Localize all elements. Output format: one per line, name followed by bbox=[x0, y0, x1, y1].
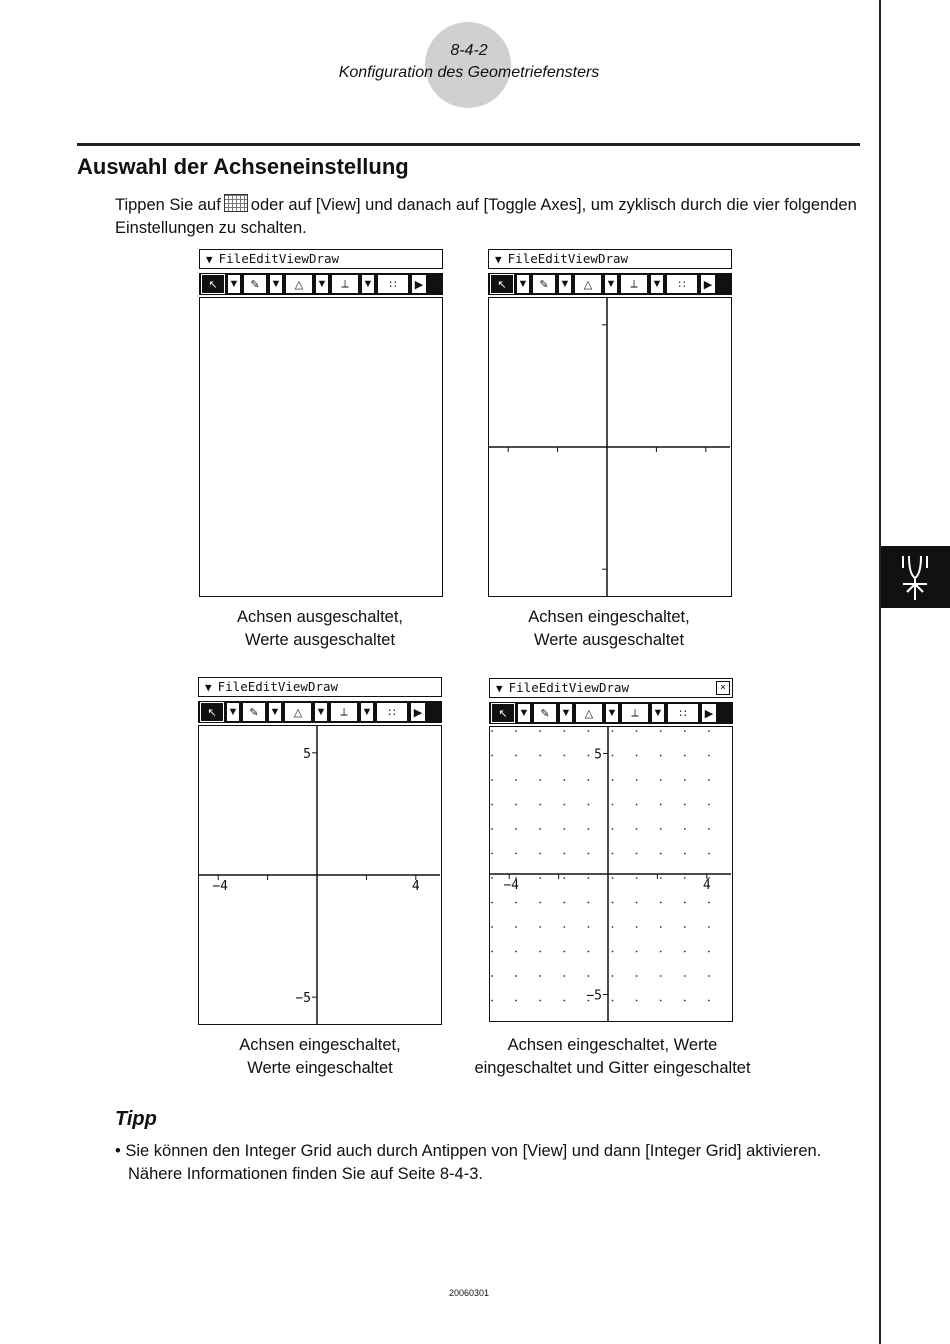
grid-dot bbox=[684, 902, 686, 904]
screen-caption bbox=[170, 606, 470, 652]
geometry-screen-4 bbox=[489, 678, 733, 1022]
grid-dot bbox=[660, 804, 662, 806]
axis-value-label: −5 bbox=[586, 988, 602, 1004]
grid-dot bbox=[588, 828, 590, 830]
footer-code: 20060301 bbox=[448, 1288, 490, 1298]
screen-caption bbox=[170, 1034, 470, 1080]
perpendicular-icon[interactable]: ⟂ bbox=[621, 703, 649, 723]
caption-line-1: Achsen eingeschaltet, bbox=[528, 608, 690, 626]
grid-dot bbox=[684, 804, 686, 806]
menu-item-draw[interactable]: Draw bbox=[598, 680, 630, 695]
grid-dot bbox=[588, 975, 590, 977]
grid-dot bbox=[491, 975, 493, 977]
grid-dot bbox=[491, 1000, 493, 1002]
dropdown-arrow-icon[interactable]: ▼ bbox=[517, 703, 531, 723]
dropdown-arrow-icon[interactable]: ▼ bbox=[360, 702, 374, 722]
grid-dot bbox=[539, 1000, 541, 1002]
menu-bar bbox=[198, 677, 442, 697]
tipp-line-2: Nähere Informationen finden Sie auf Seite 8-4-3. bbox=[128, 1165, 483, 1183]
geometry-canvas[interactable] bbox=[199, 726, 440, 1024]
axis-value-label: 5 bbox=[303, 746, 311, 762]
tipp-text bbox=[115, 1140, 875, 1186]
toolbar bbox=[488, 273, 732, 295]
grid-dot bbox=[612, 951, 614, 953]
grid-dot bbox=[539, 926, 541, 928]
geometry-window[interactable] bbox=[489, 726, 733, 1022]
grid-dot bbox=[588, 779, 590, 781]
tipp-line-1: Sie können den Integer Grid auch durch Antippen von [View] und dann [Integer Grid] aktivieren. bbox=[125, 1142, 822, 1160]
grid-dot bbox=[563, 926, 565, 928]
grid-dot bbox=[708, 926, 710, 928]
grid-dot bbox=[539, 779, 541, 781]
grid-dot bbox=[491, 828, 493, 830]
intro-text-2: oder auf [View] und danach auf [Toggle Axes], um zyklisch durch die vier folgenden Einstellungen zu schalten. bbox=[115, 196, 857, 237]
chapter-tab bbox=[881, 546, 950, 608]
grid-dot bbox=[708, 804, 710, 806]
grid-dot bbox=[636, 804, 638, 806]
caption-line-1: Achsen eingeschaltet, bbox=[239, 1036, 401, 1054]
caption-line-1: Achsen eingeschaltet, Werte bbox=[507, 1036, 718, 1054]
geometry-canvas[interactable] bbox=[489, 298, 730, 596]
grid-dot bbox=[708, 779, 710, 781]
grid-dot bbox=[588, 951, 590, 953]
axis-value-label: 4 bbox=[702, 878, 711, 893]
grid-dot bbox=[612, 804, 614, 806]
grid-dot bbox=[588, 902, 590, 904]
grid-dot bbox=[588, 877, 590, 879]
section-rule bbox=[77, 143, 860, 146]
grid-dot bbox=[491, 877, 493, 879]
grid-dot bbox=[612, 877, 614, 879]
geometry-screen-3 bbox=[198, 677, 442, 1025]
triangle-icon[interactable]: △ bbox=[285, 274, 313, 294]
grid-dot bbox=[563, 877, 565, 879]
dropdown-arrow-icon[interactable]: ▼ bbox=[516, 274, 530, 294]
caption-line-1: Achsen ausgeschaltet, bbox=[236, 608, 404, 626]
menu-chevron-icon[interactable]: ▼ bbox=[495, 253, 502, 266]
pencil-icon[interactable]: ✎ bbox=[242, 702, 266, 722]
select-arrow-icon[interactable]: ↖ bbox=[491, 703, 515, 723]
dropdown-arrow-icon[interactable]: ▼ bbox=[650, 274, 664, 294]
grid-dot bbox=[636, 779, 638, 781]
menu-item-view[interactable]: View bbox=[277, 679, 308, 694]
axis-value-label: −5 bbox=[295, 991, 311, 1007]
grid-dot bbox=[708, 1000, 710, 1002]
grid-dot bbox=[636, 877, 638, 879]
dropdown-arrow-icon[interactable]: ▼ bbox=[268, 702, 282, 722]
menu-item-file[interactable]: File bbox=[508, 680, 539, 695]
geometry-window[interactable] bbox=[198, 725, 442, 1025]
menu-item-edit[interactable]: Edit bbox=[538, 680, 569, 695]
grid-dot bbox=[515, 853, 517, 855]
tipp-bullet: • bbox=[115, 1142, 121, 1160]
page-title: Konfiguration des Geometriefensters bbox=[338, 64, 600, 81]
grid-dot bbox=[491, 755, 493, 757]
axis-value-label: 5 bbox=[594, 747, 602, 763]
grid-dot bbox=[539, 730, 541, 732]
menu-item-edit[interactable]: Edit bbox=[247, 679, 278, 694]
toolbar bbox=[199, 273, 443, 295]
grid-dot bbox=[636, 975, 638, 977]
grid-dot bbox=[660, 926, 662, 928]
geometry-screen-1 bbox=[199, 249, 443, 597]
menu-item-edit[interactable]: Edit bbox=[248, 251, 279, 266]
axes-grid-toggle-icon bbox=[224, 194, 248, 212]
geometry-canvas[interactable] bbox=[200, 298, 441, 596]
grid-dot bbox=[708, 853, 710, 855]
grid-dot bbox=[539, 853, 541, 855]
grid-dot bbox=[563, 902, 565, 904]
menu-item-draw[interactable]: Draw bbox=[308, 251, 340, 266]
axis-value-label: −4 bbox=[212, 879, 229, 894]
dropdown-arrow-icon[interactable]: ▼ bbox=[314, 702, 328, 722]
menu-bar bbox=[489, 678, 733, 698]
grid-dot bbox=[612, 902, 614, 904]
dropdown-arrow-icon[interactable]: ▼ bbox=[558, 274, 572, 294]
select-arrow-icon[interactable]: ↖ bbox=[200, 702, 224, 722]
geometry-screen-2 bbox=[488, 249, 732, 597]
grid-dot bbox=[660, 877, 662, 879]
grid-dot bbox=[515, 804, 517, 806]
grid-dot bbox=[563, 1000, 565, 1002]
grid-dot bbox=[563, 755, 565, 757]
grid-dot bbox=[491, 902, 493, 904]
grid-dot bbox=[515, 730, 517, 732]
margin-line bbox=[879, 0, 881, 1344]
axis-value-label: −4 bbox=[503, 878, 520, 893]
menu-bar bbox=[199, 249, 443, 269]
dropdown-arrow-icon[interactable]: ▼ bbox=[269, 274, 283, 294]
grid-dot bbox=[563, 975, 565, 977]
grid-dot bbox=[588, 730, 590, 732]
grid-dot bbox=[612, 730, 614, 732]
grid-dot bbox=[515, 926, 517, 928]
scroll-right-icon[interactable]: ▶ bbox=[411, 274, 427, 294]
grid-dot bbox=[612, 755, 614, 757]
grid-dot bbox=[515, 779, 517, 781]
geometry-window[interactable] bbox=[199, 297, 443, 597]
select-arrow-icon[interactable]: ↖ bbox=[490, 274, 514, 294]
grid-toggle-icon[interactable]: ∷ bbox=[377, 274, 409, 294]
grid-dot bbox=[491, 853, 493, 855]
page-number: 8-4-2 bbox=[450, 42, 488, 59]
grid-dot bbox=[588, 926, 590, 928]
grid-dot bbox=[515, 951, 517, 953]
grid-dot bbox=[636, 951, 638, 953]
grid-dot bbox=[684, 828, 686, 830]
grid-dot bbox=[539, 877, 541, 879]
grid-dot bbox=[660, 730, 662, 732]
intro-paragraph bbox=[115, 194, 865, 240]
menu-chevron-icon[interactable]: ▼ bbox=[206, 253, 213, 266]
grid-dot bbox=[588, 804, 590, 806]
caption-line-2: Werte ausgeschaltet bbox=[533, 631, 685, 649]
grid-dot bbox=[491, 730, 493, 732]
grid-dot bbox=[612, 926, 614, 928]
dropdown-arrow-icon[interactable]: ▼ bbox=[227, 274, 241, 294]
menu-item-view[interactable]: View bbox=[278, 251, 309, 266]
grid-dot bbox=[660, 1000, 662, 1002]
menu-item-draw[interactable]: Draw bbox=[307, 679, 339, 694]
grid-dot bbox=[684, 975, 686, 977]
grid-dot bbox=[491, 779, 493, 781]
grid-dot bbox=[684, 1000, 686, 1002]
dropdown-arrow-icon[interactable]: ▼ bbox=[605, 703, 619, 723]
screen-caption bbox=[440, 1034, 785, 1080]
grid-dot bbox=[491, 804, 493, 806]
grid-dot bbox=[612, 779, 614, 781]
caption-line-2: Werte eingeschaltet bbox=[247, 1059, 393, 1077]
menu-bar bbox=[488, 249, 732, 269]
menu-item-draw[interactable]: Draw bbox=[597, 251, 629, 266]
grid-dot bbox=[515, 975, 517, 977]
dropdown-arrow-icon[interactable]: ▼ bbox=[226, 702, 240, 722]
grid-dot bbox=[708, 951, 710, 953]
grid-dot bbox=[563, 804, 565, 806]
geometry-tab-icon bbox=[881, 546, 950, 608]
menu-chevron-icon[interactable]: ▼ bbox=[496, 682, 503, 695]
scroll-right-icon[interactable]: ▶ bbox=[700, 274, 716, 294]
grid-dot bbox=[563, 951, 565, 953]
grid-dot bbox=[491, 926, 493, 928]
dropdown-arrow-icon[interactable]: ▼ bbox=[361, 274, 375, 294]
triangle-icon[interactable]: △ bbox=[574, 274, 602, 294]
grid-toggle-icon[interactable]: ∷ bbox=[667, 703, 699, 723]
grid-dot bbox=[636, 828, 638, 830]
grid-dot bbox=[539, 804, 541, 806]
grid-dot bbox=[684, 730, 686, 732]
grid-dot bbox=[539, 902, 541, 904]
grid-dot bbox=[684, 755, 686, 757]
grid-dot bbox=[636, 926, 638, 928]
triangle-icon[interactable]: △ bbox=[284, 702, 312, 722]
menu-item-file[interactable]: File bbox=[507, 251, 538, 266]
grid-dot bbox=[491, 951, 493, 953]
grid-dot bbox=[539, 951, 541, 953]
grid-dot bbox=[612, 828, 614, 830]
grid-dot bbox=[563, 853, 565, 855]
grid-toggle-icon[interactable]: ∷ bbox=[666, 274, 698, 294]
grid-dot bbox=[684, 853, 686, 855]
pencil-icon[interactable]: ✎ bbox=[533, 703, 557, 723]
intro-text-1: Tippen Sie auf bbox=[115, 196, 221, 214]
dropdown-arrow-icon[interactable]: ▼ bbox=[559, 703, 573, 723]
close-icon[interactable]: × bbox=[716, 681, 730, 695]
grid-dot bbox=[612, 853, 614, 855]
toolbar bbox=[489, 702, 733, 724]
grid-dot bbox=[515, 902, 517, 904]
grid-dot bbox=[660, 975, 662, 977]
perpendicular-icon[interactable]: ⟂ bbox=[330, 702, 358, 722]
axis-value-label: 4 bbox=[411, 879, 420, 894]
toolbar bbox=[198, 701, 442, 723]
grid-dot bbox=[684, 926, 686, 928]
menu-item-file[interactable]: File bbox=[217, 679, 248, 694]
tipp-heading: Tipp bbox=[115, 1108, 157, 1130]
grid-dot bbox=[708, 902, 710, 904]
menu-item-edit[interactable]: Edit bbox=[537, 251, 568, 266]
caption-line-2: eingeschaltet und Gitter eingeschaltet bbox=[474, 1059, 751, 1077]
grid-dot bbox=[563, 730, 565, 732]
grid-dot bbox=[684, 779, 686, 781]
grid-dot bbox=[684, 951, 686, 953]
grid-dot bbox=[708, 755, 710, 757]
grid-dot bbox=[660, 951, 662, 953]
dropdown-arrow-icon[interactable]: ▼ bbox=[315, 274, 329, 294]
grid-dot bbox=[515, 755, 517, 757]
section-heading: Auswahl der Achseneinstellung bbox=[77, 154, 409, 179]
grid-dot bbox=[660, 853, 662, 855]
grid-dot bbox=[636, 730, 638, 732]
perpendicular-icon[interactable]: ⟂ bbox=[620, 274, 648, 294]
grid-dot bbox=[684, 877, 686, 879]
grid-dot bbox=[515, 1000, 517, 1002]
grid-dot bbox=[660, 779, 662, 781]
grid-dot bbox=[636, 1000, 638, 1002]
grid-dot bbox=[612, 1000, 614, 1002]
grid-dot bbox=[539, 828, 541, 830]
menu-item-view[interactable]: View bbox=[567, 251, 598, 266]
grid-dot bbox=[708, 730, 710, 732]
triangle-icon[interactable]: △ bbox=[575, 703, 603, 723]
perpendicular-icon[interactable]: ⟂ bbox=[331, 274, 359, 294]
grid-dot bbox=[539, 755, 541, 757]
pencil-icon[interactable]: ✎ bbox=[243, 274, 267, 294]
grid-dot bbox=[563, 779, 565, 781]
pencil-icon[interactable]: ✎ bbox=[532, 274, 556, 294]
grid-dot bbox=[660, 902, 662, 904]
scroll-right-icon[interactable]: ▶ bbox=[410, 702, 426, 722]
grid-dot bbox=[708, 975, 710, 977]
grid-dot bbox=[636, 853, 638, 855]
dropdown-arrow-icon[interactable]: ▼ bbox=[651, 703, 665, 723]
grid-dot bbox=[588, 755, 590, 757]
menu-chevron-icon[interactable]: ▼ bbox=[205, 681, 212, 694]
grid-dot bbox=[660, 755, 662, 757]
grid-dot bbox=[708, 828, 710, 830]
grid-toggle-icon[interactable]: ∷ bbox=[376, 702, 408, 722]
menu-item-view[interactable]: View bbox=[568, 680, 599, 695]
select-arrow-icon[interactable]: ↖ bbox=[201, 274, 225, 294]
geometry-canvas[interactable] bbox=[490, 727, 731, 1021]
grid-dot bbox=[539, 975, 541, 977]
grid-dot bbox=[588, 853, 590, 855]
grid-dot bbox=[563, 828, 565, 830]
caption-line-2: Werte ausgeschaltet bbox=[244, 631, 396, 649]
geometry-window[interactable] bbox=[488, 297, 732, 597]
grid-dot bbox=[636, 902, 638, 904]
grid-dot bbox=[660, 828, 662, 830]
dropdown-arrow-icon[interactable]: ▼ bbox=[604, 274, 618, 294]
grid-dot bbox=[612, 975, 614, 977]
grid-dot bbox=[636, 755, 638, 757]
grid-dot bbox=[515, 828, 517, 830]
menu-item-file[interactable]: File bbox=[218, 251, 249, 266]
scroll-right-icon[interactable]: ▶ bbox=[701, 703, 717, 723]
screen-caption bbox=[459, 606, 759, 652]
